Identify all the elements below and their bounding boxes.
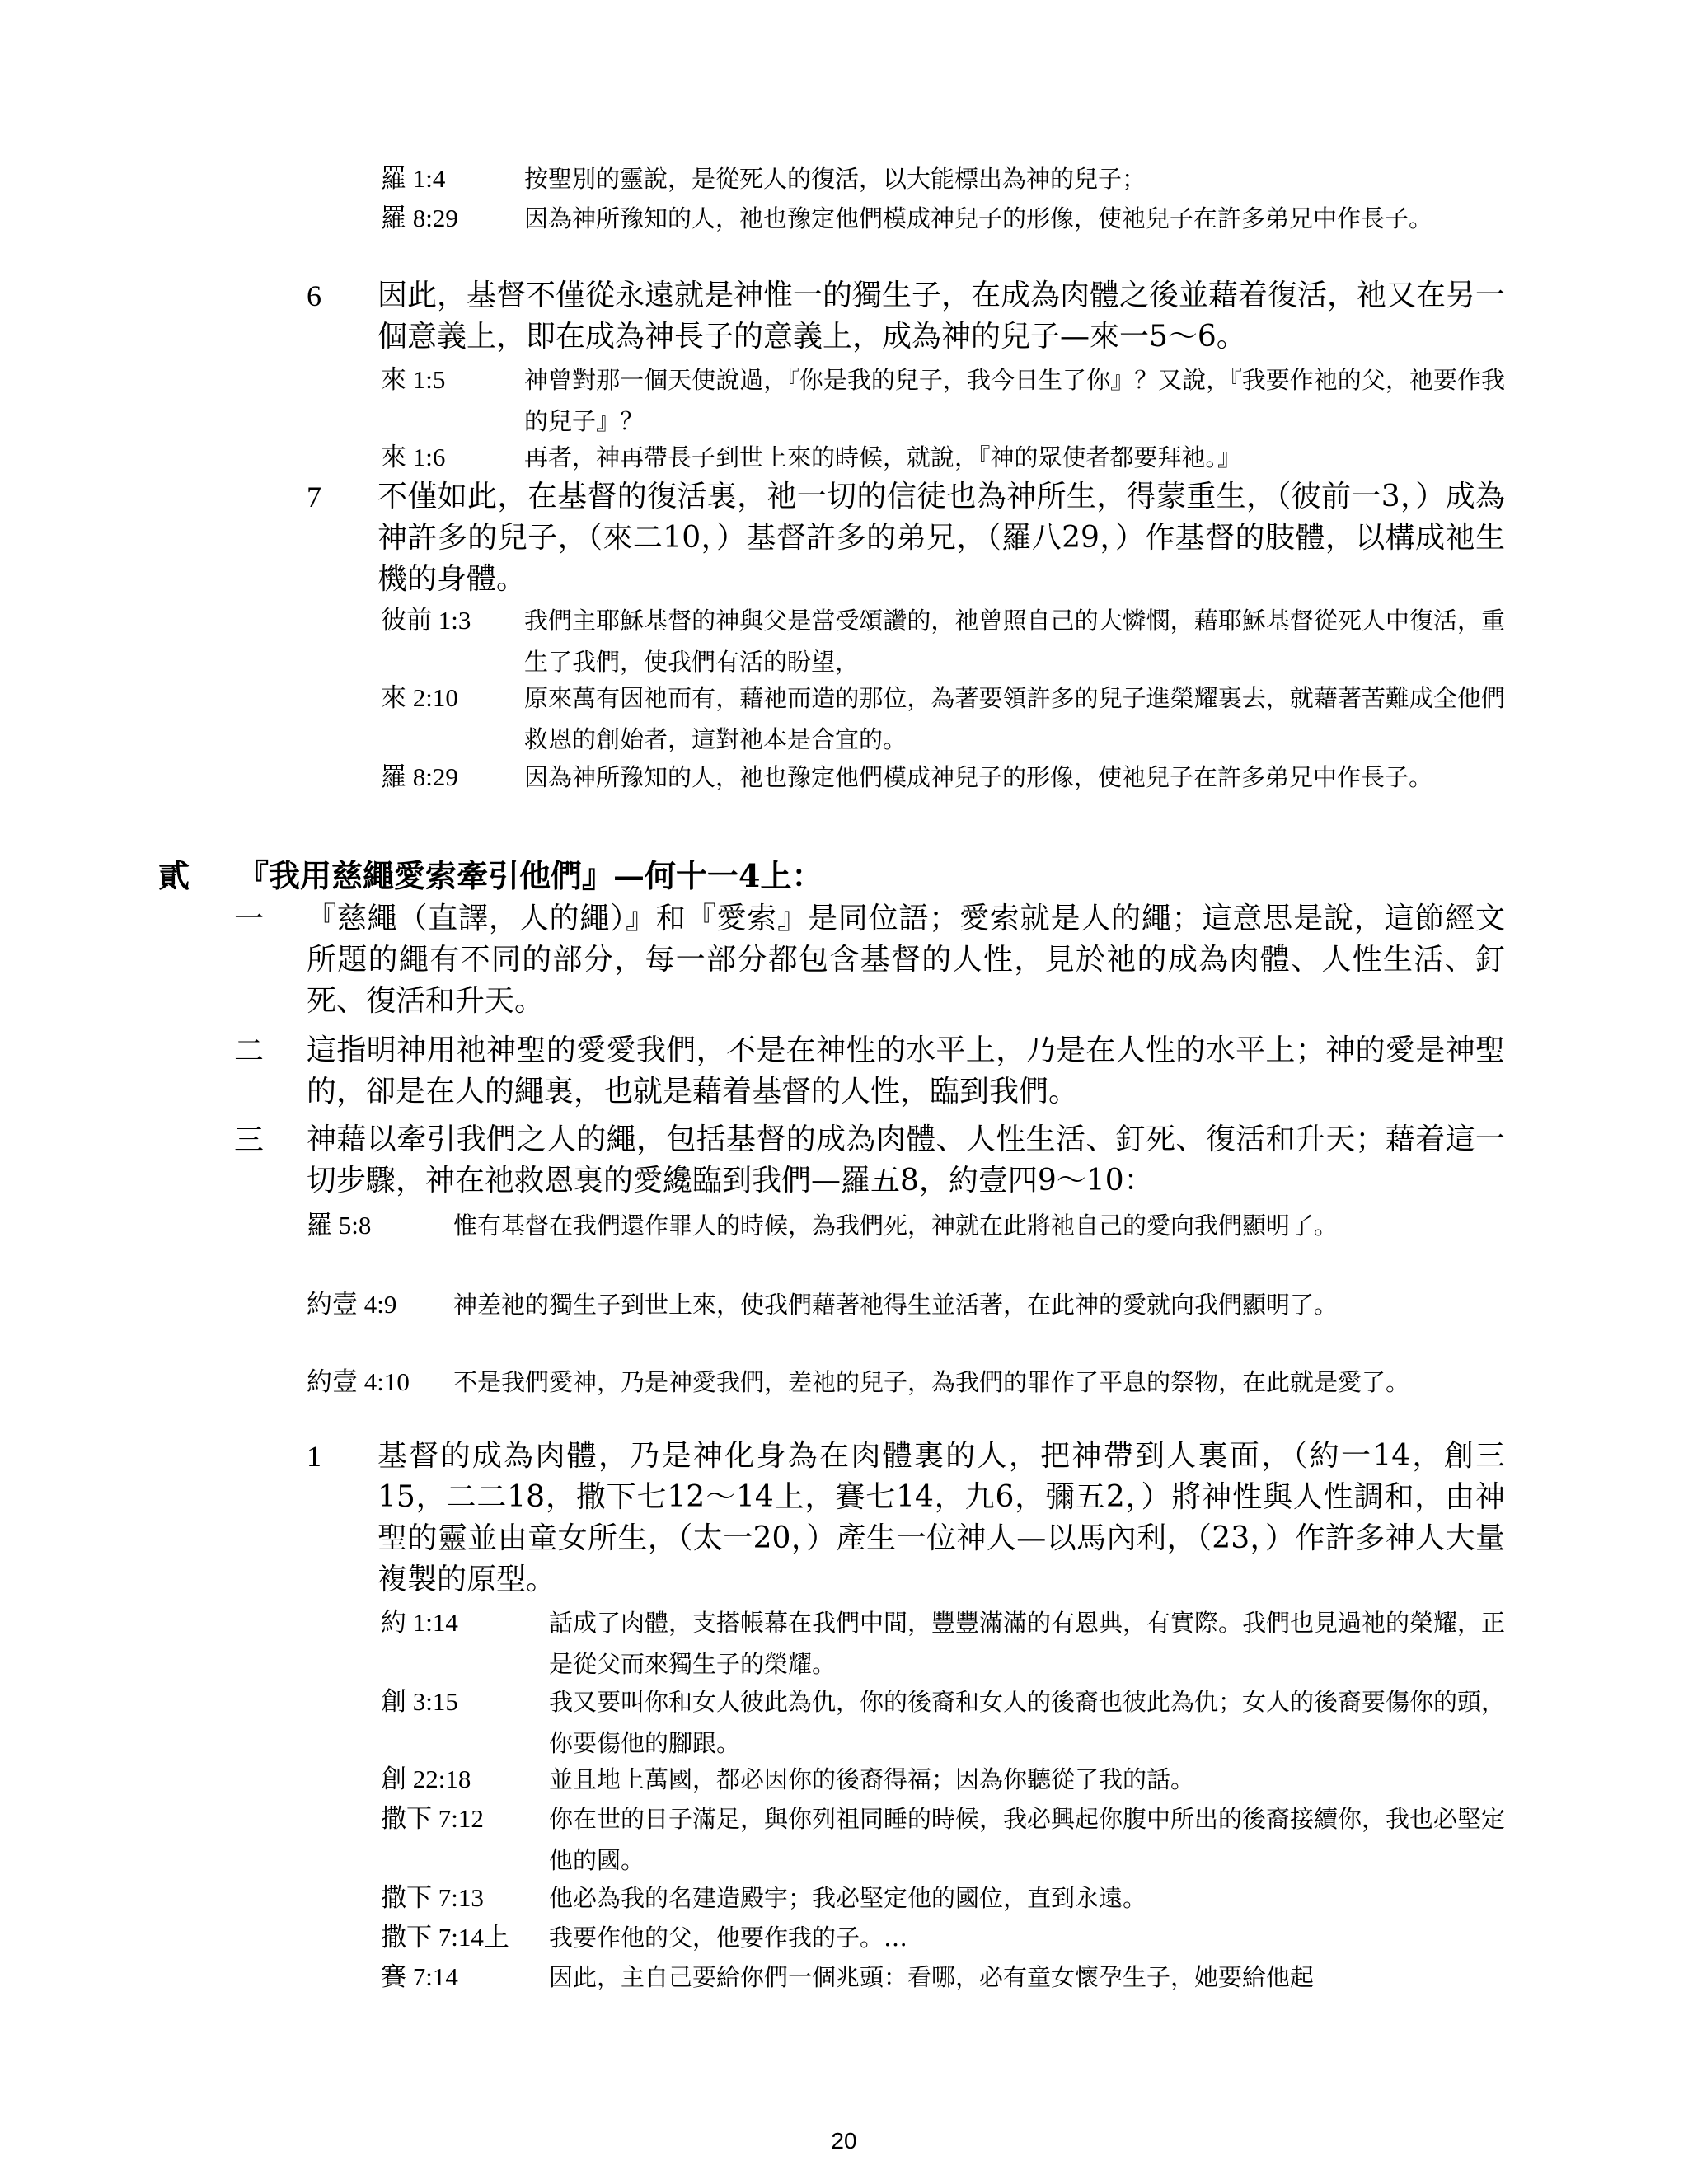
verse-reference: 撒下 7:12 [381,1804,484,1833]
verse-reference: 羅 5:8 [307,1211,372,1240]
verse-reference: 羅 1:4 [381,164,446,193]
verse-2sam-7-12 [381,1798,1505,1881]
verse-gen-3-15 [381,1681,1505,1764]
verse-text: 神差祂的獨生子到世上來，使我們藉著祂得生並活著，在此神的愛就向我們顯明了。 [453,1291,1339,1319]
outline-point-two [234,1030,1505,1113]
outline-point-6 [307,275,1505,358]
outline-point-three [234,1119,1505,1202]
verse-text: 惟有基督在我們還作罪人的時候，為我們死，神就在此將祂自己的愛向我們顯明了。 [453,1212,1339,1240]
verse-ro-8-29 [381,198,1505,280]
section-number: 貳 [158,857,190,894]
verse-reference: 創 22:18 [381,1765,471,1793]
verse-ro-5-8 [307,1205,1505,1287]
point-text: 因此，基督不僅從永遠就是神惟一的獨生子，在成為肉體之後並藉着復活，祂又在另一個意義上，即在成為神長子的意義上，成為神的兒子—來一5～6。 [377,279,1506,354]
verse-reference: 羅 8:29 [381,204,458,232]
point-number: 6 [307,279,321,312]
verse-jn-1-14 [381,1602,1505,1685]
verse-text: 原來萬有因祂而有，藉祂而造的那位，為著要領許多的兒子進榮耀裏去，就藉著苦難成全他們救恩的創始者，這對祂本是合宜的。 [524,684,1505,753]
verse-reference: 撒下 7:14上 [381,1923,509,1952]
point-number: 三 [234,1123,265,1156]
verse-1jn-4-10 [307,1361,1505,1444]
verse-text: 我們主耶穌基督的神與父是當受頌讚的，祂曾照自己的大憐憫，藉耶穌基督從死人中復活，重生了我們，使我們有活的盼望， [524,607,1505,676]
point-text: 『慈繩（直譯，人的繩）』和『愛索』是同位語；愛索就是人的繩；這意思是說，這節經文所題的繩有不同的部分，每一部分都包含基督的人性，見於祂的成為肉體、人性生活、釘死、復活和升天。 [307,902,1505,1018]
verse-text: 不是我們愛神，乃是神愛我們，差祂的兒子，為我們的罪作了平息的祭物，在此就是愛了。 [453,1368,1410,1396]
verse-text: 話成了肉體，支搭帳幕在我們中間，豐豐滿滿的有恩典，有實際。我們也見過祂的榮耀，正是從父而來獨生子的榮耀。 [549,1609,1506,1678]
verse-reference: 羅 8:29 [381,762,458,791]
verse-ro-1-4 [381,158,1505,199]
section-heading [158,855,823,897]
verse-2sam-7-13 [381,1877,1505,1919]
point-number: 1 [307,1440,321,1473]
verse-text: 按聖別的靈說，是從死人的復活，以大能標出為神的兒子； [524,165,1146,193]
verse-reference: 來 2:10 [381,683,458,712]
verse-reference: 約 1:14 [381,1608,458,1637]
verse-text: 再者，神再帶長子到世上來的時候，就說，『神的眾使者都要拜祂。』 [524,443,1242,471]
verse-text: 並且地上萬國，都必因你的後裔得福；因為你聽從了我的話。 [549,1765,1195,1793]
verse-reference: 來 1:6 [381,443,446,471]
point-text: 基督的成為肉體，乃是神化身為在肉體裏的人，把神帶到人裏面，（約一14，創三15，二二18，撒下七12～14上，賽七14，九6，彌五2，）將神性與人性調和，由神聖的靈並由童女所生，（太一20，）產生一位神人—以馬內利，（23，）作許多神人大量複製的原型。 [377,1439,1505,1596]
page-number: 20 [831,2128,857,2154]
verse-heb-1-5 [381,359,1505,442]
verse-text: 因為神所豫知的人，祂也豫定他們模成神兒子的形像，使祂兒子在許多弟兄中作長子。 [524,763,1433,791]
verse-isa-7-14 [381,1957,1505,1998]
verse-heb-1-6 [381,437,1505,478]
verse-heb-2-10 [381,677,1505,760]
verse-text: 我又要叫你和女人彼此為仇，你的後裔和女人的後裔也彼此為仇；女人的後裔要傷你的頭，你要傷他的腳跟。 [549,1688,1506,1757]
verse-gen-22-18 [381,1759,1505,1800]
outline-point-1 [307,1436,1505,1601]
point-number: 一 [234,902,265,935]
verse-reference: 創 3:15 [381,1687,458,1716]
verse-1pet-1-3 [381,600,1505,682]
verse-text: 因此，主自己要給你們一個兆頭：看哪，必有童女懷孕生子，她要給他起 [549,1963,1315,1991]
verse-text: 因為神所豫知的人，祂也豫定他們模成神兒子的形像，使祂兒子在許多弟兄中作長子。 [524,204,1433,232]
point-text: 不僅如此，在基督的復活裏，祂一切的信徒也為神所生，得蒙重生，（彼前一3，）成為神許多的兒子，（來二10，）基督許多的弟兄，（羅八29，）作基督的肢體，以構成祂生機的身體。 [377,480,1505,596]
verse-2sam-7-14a [381,1917,1505,1958]
verse-reference: 賽 7:14 [381,1962,458,1991]
point-number: 7 [307,480,321,513]
verse-reference: 約壹 4:9 [307,1290,397,1319]
point-number: 二 [234,1034,265,1067]
verse-text: 我要作他的父，他要作我的子。… [549,1924,908,1952]
outline-point-one [234,898,1505,1022]
verse-ro-8-29-second [381,757,1505,839]
verse-reference: 彼前 1:3 [381,606,471,635]
verse-text: 你在世的日子滿足，與你列祖同睡的時候，我必興起你腹中所出的後裔接續你，我也必堅定他的國。 [549,1805,1506,1874]
verse-reference: 約壹 4:10 [307,1367,410,1396]
verse-reference: 來 1:5 [381,365,446,394]
verse-text: 他必為我的名建造殿宇；我必堅定他的國位，直到永遠。 [549,1884,1147,1912]
outline-point-7 [307,476,1505,600]
verse-1jn-4-9 [307,1284,1505,1366]
point-text: 神藉以牽引我們之人的繩，包括基督的成為肉體、人性生活、釘死、復活和升天；藉着這一切步驟，神在祂救恩裏的愛纔臨到我們—羅五8，約壹四9～10： [307,1122,1505,1197]
section-title: 『我用慈繩愛索牽引他們』—何十一4上： [237,857,823,894]
point-text: 這指明神用祂神聖的愛愛我們，不是在神性的水平上，乃是在人性的水平上；神的愛是神聖的，卻是在人的繩裏，也就是藉着基督的人性，臨到我們。 [307,1033,1505,1108]
verse-reference: 撒下 7:13 [381,1883,484,1912]
verse-text: 神曾對那一個天使說過，『你是我的兒子，我今日生了你』？又說，『我要作祂的父，祂要作我的兒子』？ [524,366,1505,435]
